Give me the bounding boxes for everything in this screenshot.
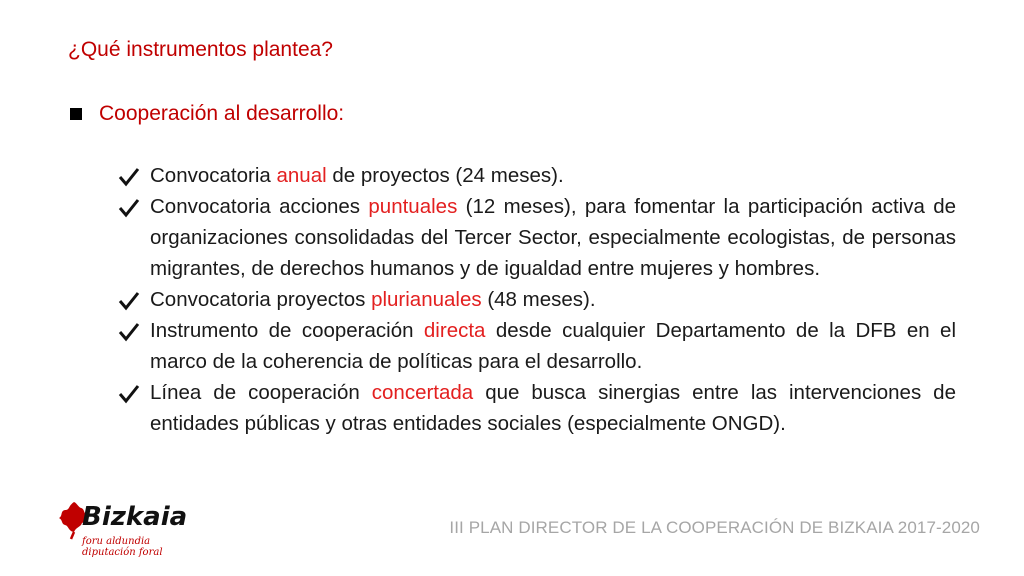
item-text-rest: desde cualquier Departamento de la DFB en el marco de la coherencia de políticas para el desarrollo.	[150, 319, 956, 373]
item-text-rest: (48 meses).	[481, 288, 596, 311]
square-bullet-icon	[70, 108, 82, 120]
checkmark-icon	[118, 160, 140, 191]
item-highlight: concertada	[371, 381, 474, 404]
item-highlight: puntuales	[368, 195, 458, 218]
logo-subtitle-basque: foru aldundia	[82, 536, 151, 547]
item-highlight: anual	[276, 164, 327, 187]
checkmark-icon	[118, 191, 140, 222]
item-highlight: plurianuales	[371, 288, 482, 311]
item-text: Línea de cooperación	[150, 381, 372, 404]
slide-title: ¿Qué instrumentos plantea?	[68, 38, 333, 61]
section-heading-label: Cooperación al desarrollo:	[99, 102, 345, 125]
list-item	[150, 191, 956, 284]
bizkaia-logo	[56, 496, 216, 562]
item-text: Convocatoria	[150, 164, 277, 187]
instrument-list	[150, 160, 956, 439]
logo-subtitle-spanish: diputación foral	[82, 547, 163, 558]
list-item	[150, 315, 956, 377]
item-highlight: directa	[423, 319, 486, 342]
logo-name: Bizkaia	[82, 502, 188, 532]
list-item	[150, 160, 956, 191]
checkmark-icon	[118, 377, 140, 408]
item-text: Convocatoria acciones	[150, 195, 369, 218]
section-heading	[70, 102, 344, 126]
item-text-rest: que busca sinergias entre las intervenciones de entidades públicas y otras entidades sociales (especialmente ONGD).	[150, 381, 956, 435]
checkmark-icon	[118, 284, 140, 315]
item-text: Convocatoria proyectos	[150, 288, 372, 311]
footer-text: III PLAN DIRECTOR DE LA COOPERACIÓN DE BIZKAIA 2017-2020	[449, 518, 980, 537]
item-text-rest: (12 meses), para fomentar la participación activa de organizaciones consolidadas del Tercer Sector, especialmente ecologistas, de personas migrantes, de derechos humanos y de igualdad entre mujeres y hombres.	[150, 195, 956, 280]
item-text: Instrumento de cooperación	[150, 319, 424, 342]
list-item	[150, 284, 956, 315]
checkmark-icon	[118, 315, 140, 346]
list-item	[150, 377, 956, 439]
item-text-rest: de proyectos (24 meses).	[326, 164, 564, 187]
